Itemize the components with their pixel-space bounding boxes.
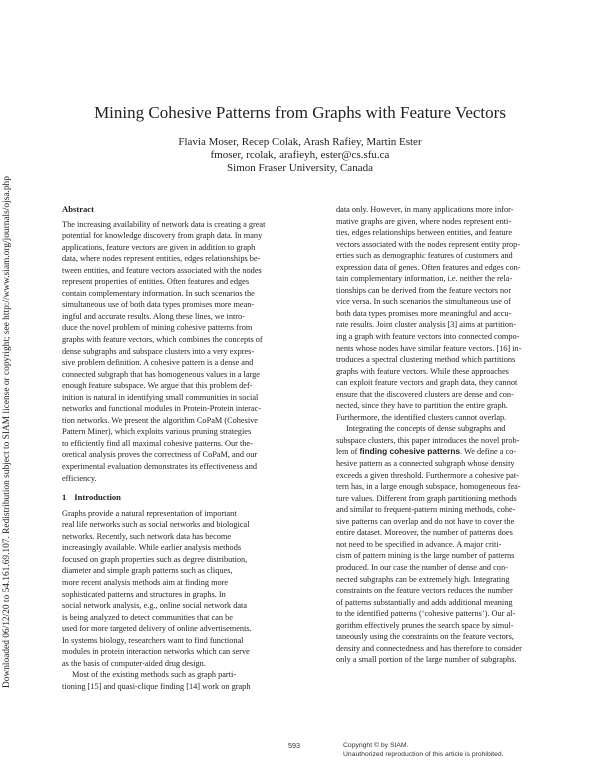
- body-line: gorithm effectively prunes the search space by simul-: [336, 620, 514, 630]
- body-line: tern has, in a large enough subspace, homogeneous fea-: [336, 482, 521, 492]
- body-line: constraints on the feature vectors reduces the number: [336, 586, 513, 596]
- body-line: tionships can be derived from the feature vectors nor: [336, 285, 512, 295]
- abstract-line: The increasing availability of network data is creating a great: [62, 219, 266, 229]
- body-line: In systems biology, researchers want to find functional: [62, 635, 244, 645]
- copyright-line: Copyright © by SIAM.: [343, 742, 409, 749]
- left-column: [62, 204, 326, 692]
- emphasized-term: finding cohesive patterns: [359, 446, 461, 457]
- body-line: vice versa. In such scenarios the simultaneous use of: [336, 297, 511, 307]
- abstract-line: efficiency.: [62, 473, 97, 483]
- body-line: modules in protein interaction networks which can serve: [62, 647, 250, 657]
- body-line: as the basis of computer-aided drug design.: [62, 658, 206, 668]
- abstract-line: inition is natural in identifying small communities in social: [62, 392, 259, 402]
- download-notice: [2, 88, 16, 688]
- section-number: 1: [62, 492, 67, 503]
- body-line: social network analysis, e.g., online social network data: [62, 601, 248, 611]
- body-line: nected, since they have to partition the entire graph.: [336, 401, 508, 411]
- abstract-line: connected subgraph that has homogeneous values in a large: [62, 369, 260, 379]
- body-line: troduces a spectral clustering method which partitions: [336, 355, 516, 365]
- abstract-line: ingful and accurate results. Along these lines, we intro-: [62, 311, 245, 321]
- body-line: erties such as demographic features of customers and: [336, 251, 513, 261]
- body-line: entire dataset. Moreover, the number of patterns does: [336, 528, 513, 538]
- abstract-line: contain complementary information. In such scenarios the: [62, 288, 255, 298]
- download-notice-text: Downloaded 06/12/20 to 54.161.69.107. Redistribution subject to SIAM license or copyright; see http://www.siam.org/journals/ojsa.php: [2, 176, 12, 688]
- body-line: subspace clusters, this paper introduces the novel prob-: [336, 435, 520, 445]
- abstract-body: [62, 219, 326, 485]
- introduction-paragraph-1: [62, 508, 326, 670]
- abstract-line: enough feature subspace. We argue that this problem def-: [62, 381, 253, 391]
- body-line: expression data of genes. Often features and edges con-: [336, 262, 521, 272]
- body-line: both data types promises more meaningful and accu-: [336, 308, 512, 318]
- body-line: diameter and simple graph patterns such as cliques,: [62, 566, 233, 576]
- body-line: focused on graph properties such as degree distribution,: [62, 554, 248, 564]
- body-line: to the identified patterns (‘cohesive patterns’). Our al-: [336, 609, 516, 619]
- abstract-line: represent properties of entities. Often features and edges: [62, 277, 250, 287]
- body-line: hesive pattern as a connected subgraph whose density: [336, 459, 515, 469]
- right-paragraph-1: [336, 204, 600, 423]
- abstract-line: tween entities, and feature vectors associated with the nodes: [62, 265, 262, 275]
- page-number: 593: [288, 741, 300, 750]
- affiliation: Simon Fraser University, Canada: [227, 162, 373, 174]
- paper-title: Mining Cohesive Patterns from Graphs with Feature Vectors: [94, 103, 506, 122]
- body-line: ties, edges relationships between entities, and feature: [336, 228, 513, 238]
- body-line: tioning [15] and quasi-clique finding [14] work on graph: [62, 681, 251, 691]
- body-line: can exploit feature vectors and graph data, they cannot: [336, 378, 518, 388]
- body-line: real life networks such as social networks and biological: [62, 520, 250, 530]
- body-line: ing a graph with feature vectors into connected compo-: [336, 332, 520, 342]
- body-line: mative graphs are given, where nodes represent enti-: [336, 216, 512, 226]
- right-paragraph-2: [336, 423, 600, 665]
- body-line: increasingly available. While earlier analysis methods: [62, 543, 242, 553]
- abstract-line: to efficiently find all maximal cohesive patterns. Our the-: [62, 438, 253, 448]
- body-line: nents whose nodes have similar feature vectors. [16] in-: [336, 343, 522, 353]
- body-line: produced. In our case the number of dense and con-: [336, 562, 508, 572]
- body-line: Integrating the concepts of dense subgraphs and: [346, 424, 506, 434]
- author-block: [0, 136, 600, 175]
- body-line: taneously using the constraints on the feature vectors,: [336, 632, 514, 642]
- body-line: tain complementary information, i.e. neither the rela-: [336, 274, 513, 284]
- body-line: sophisticated patterns and structures in graphs. In: [62, 589, 226, 599]
- body-line: ture values. Different from graph partitioning methods: [336, 493, 517, 503]
- body-line: Most of the existing methods such as graph parti-: [72, 670, 237, 680]
- abstract-line: experimental evaluation demonstrates its effectiveness and: [62, 462, 257, 472]
- author-emails: fmoser, rcolak, arafieyh, ester@cs.sfu.ca: [210, 149, 390, 161]
- body-line: not need to be specified in advance. A major criti-: [336, 539, 502, 549]
- introduction-paragraph-2: [62, 669, 326, 692]
- body-line: cism of pattern mining is the large number of patterns: [336, 551, 515, 561]
- abstract-line: oretical analysis proves the correctness of CoPaM, and our: [62, 450, 258, 460]
- copyright-line: Unauthorized reproduction of this article is prohibited.: [343, 751, 504, 758]
- abstract-heading: Abstract: [62, 204, 94, 214]
- body-line: of patterns substantially and adds additional meaning: [336, 597, 513, 607]
- abstract-line: duce the novel problem of mining cohesive patterns from: [62, 323, 253, 333]
- abstract-line: Pattern Miner), which exploits various pruning strategies: [62, 427, 252, 437]
- body-line: networks. Recently, such network data has become: [62, 531, 232, 541]
- abstract-line: data, where nodes represent entities, edges relationships be-: [62, 254, 261, 264]
- abstract-line: sive problem definition. A cohesive pattern is a dense and: [62, 358, 254, 368]
- abstract-line: graphs with feature vectors, which combines the concepts of: [62, 335, 263, 345]
- authors: Flavia Moser, Recep Colak, Arash Rafiey, Martin Ester: [178, 136, 422, 148]
- section-title: Introduction: [74, 492, 121, 503]
- abstract-line: tion networks. We present the algorithm CoPaM (Cohesive: [62, 415, 258, 425]
- abstract-line: potential for knowledge discovery from graph data. In many: [62, 231, 263, 241]
- body-line: Furthermore, the identified clusters cannot overlap.: [336, 412, 507, 422]
- body-text: . We define a co-: [460, 447, 517, 457]
- body-line: vectors associated with the nodes represent entity prop-: [336, 239, 521, 249]
- body-line: Graphs provide a natural representation of important: [62, 508, 237, 518]
- body-line: rate results. Joint cluster analysis [3] aims at partition-: [336, 320, 516, 330]
- body-line: nected subgraphs can be extremely high. Integrating: [336, 574, 510, 584]
- body-line: is being analyzed to detect communities that can be: [62, 612, 233, 622]
- body-line: and similar to frequent-pattern mining methods, cohe-: [336, 505, 516, 515]
- copyright-notice: [343, 741, 504, 759]
- body-text: lem of: [336, 447, 360, 457]
- right-column: [336, 204, 600, 666]
- abstract-line: applications, feature vectors are given in addition to graph: [62, 242, 256, 252]
- body-line: more recent analysis methods aim at finding more: [62, 577, 229, 587]
- body-line: exceeds a given threshold. Furthermore a cohesive pat-: [336, 470, 519, 480]
- body-line: data only. However, in many applications more infor-: [336, 205, 514, 214]
- abstract-line: networks and functional modules in Protein-Protein interac-: [62, 404, 262, 414]
- body-line: used for more targeted delivery of online advertisements.: [62, 624, 252, 634]
- body-line: only a small portion of the large number of subgraphs.: [336, 655, 517, 665]
- body-line: density and connectedness and has therefore to consider: [336, 643, 522, 653]
- abstract-line: simultaneous use of both data types promises more mean-: [62, 300, 255, 310]
- body-line: ensure that the discovered clusters are dense and con-: [336, 389, 514, 399]
- body-line: [336, 446, 600, 458]
- abstract-line: dense subgraphs and subspace clusters into a very expres-: [62, 346, 255, 356]
- body-line: sive patterns can overlap and do not have to cover the: [336, 516, 515, 526]
- body-line: graphs with feature vectors. While these approaches: [336, 366, 509, 376]
- introduction-heading: [62, 492, 326, 504]
